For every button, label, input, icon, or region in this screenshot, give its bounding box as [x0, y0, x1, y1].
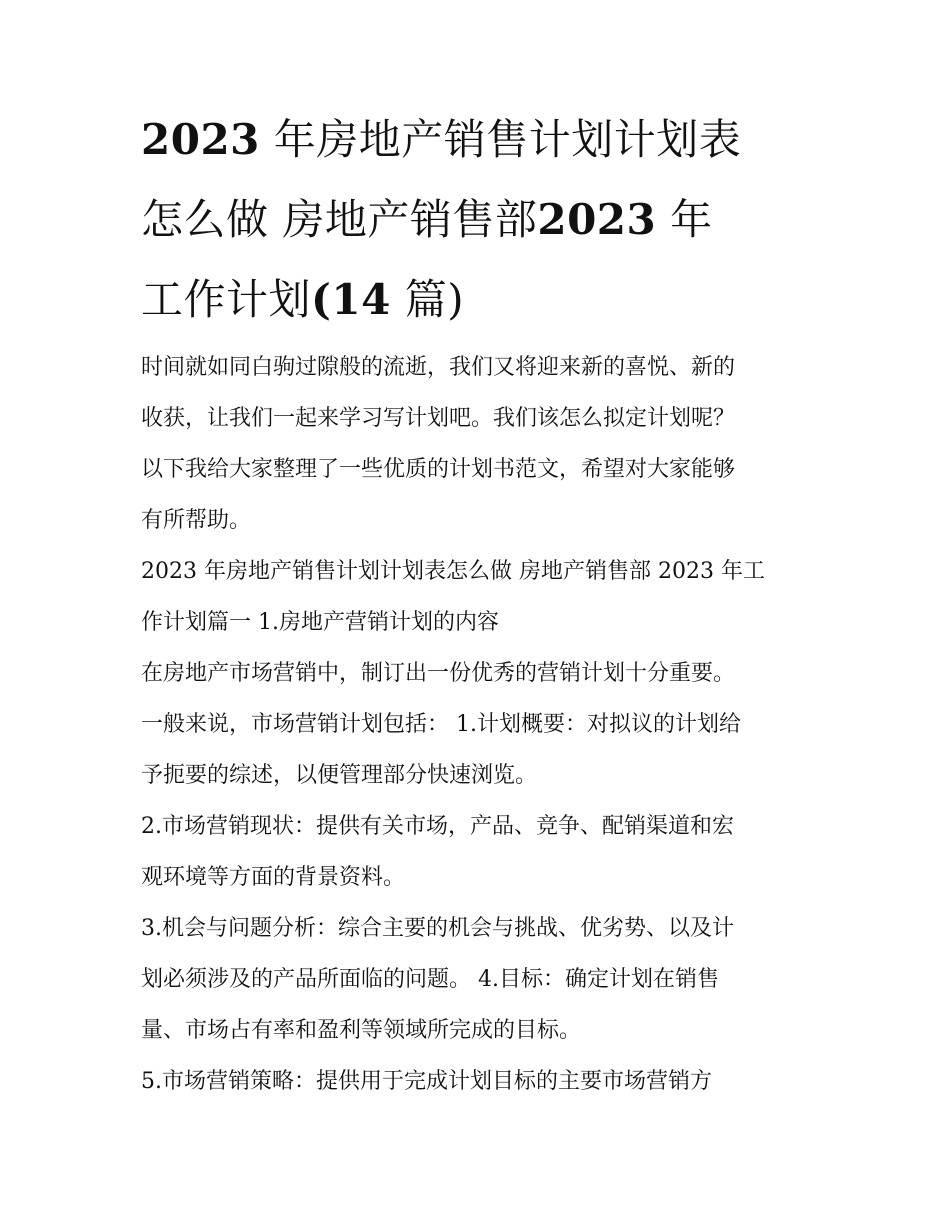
text-line: 有所帮助。: [141, 508, 252, 533]
text-line: 3.机会与问题分析：综合主要的机会与挑战、优劣势、以及计: [141, 916, 734, 941]
text-line: 观环境等方面的背景资料。: [141, 865, 406, 890]
text-line: 2.市场营销现状：提供有关市场，产品、竞争、配销渠道和宏: [141, 814, 734, 839]
title-text: 年: [656, 195, 713, 244]
paragraph-marketing-strategy: [141, 1056, 811, 1107]
title-year: 2023: [141, 115, 260, 164]
document-body: [141, 342, 811, 1107]
text-line: 量、市场占有率和盈利等领域所完成的目标。: [141, 1018, 582, 1043]
paragraph-opportunity-analysis: [141, 903, 811, 1056]
text-line: 以下我给大家整理了一些优质的计划书范文，希望对大家能够: [141, 457, 736, 482]
text-line: 时间就如同白驹过隙般的流逝，我们又将迎来新的喜悦、新的: [141, 355, 736, 380]
title-line-2: [141, 180, 811, 260]
text-line: 收获，让我们一起来学习写计划吧。我们该怎么拟定计划呢？: [141, 406, 736, 431]
title-text: 年房地产销售计划计划表: [259, 115, 742, 164]
paragraph-intro: [141, 342, 811, 546]
paragraph-plan-overview: [141, 648, 811, 801]
title-text: 工作计划: [141, 275, 312, 324]
document-page: [141, 100, 811, 1107]
text-line: 在房地产市场营销中，制订出一份优秀的营销计划十分重要。: [141, 661, 736, 686]
title-year: 2023: [537, 195, 657, 244]
text-line: 一般来说，市场营销计划包括： 1.计划概要：对拟议的计划给: [141, 712, 741, 737]
paragraph-market-status: [141, 801, 811, 903]
text-line: 予扼要的综述，以便管理部分快速浏览。: [141, 763, 538, 788]
title-line-3: [141, 260, 811, 340]
title-text: 篇): [390, 275, 465, 324]
text-line: 作计划篇一 1.房地产营销计划的内容: [141, 610, 499, 635]
title-count: (14: [311, 275, 391, 324]
page-title: [141, 100, 811, 340]
title-line-1: [141, 100, 811, 180]
text-line: 划必须涉及的产品所面临的问题。 4.目标：确定计划在销售: [141, 967, 719, 992]
title-text: 怎么做 房地产销售部: [141, 195, 538, 244]
text-line: 5.市场营销策略：提供用于完成计划目标的主要市场营销方: [141, 1069, 712, 1094]
paragraph-section-heading: [141, 546, 811, 648]
text-line: 2023 年房地产销售计划计划表怎么做 房地产销售部 2023 年工: [141, 559, 765, 584]
